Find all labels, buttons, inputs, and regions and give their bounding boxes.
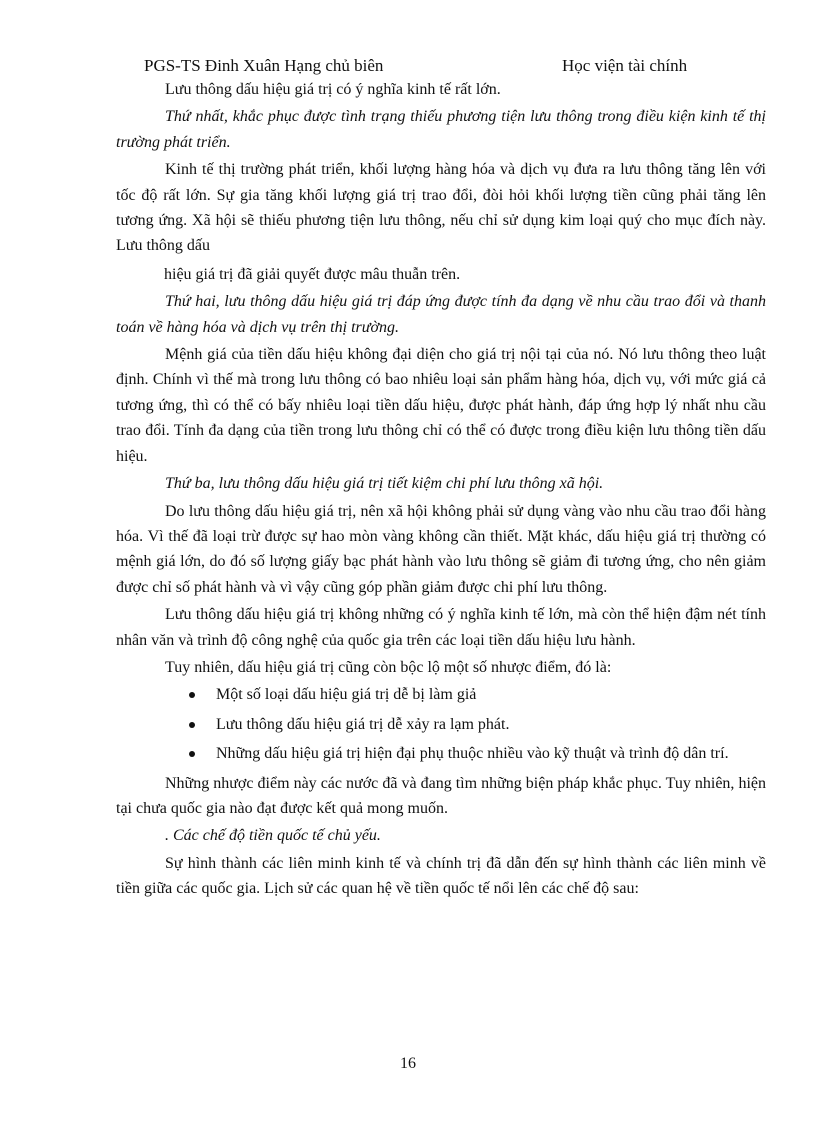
- paragraph: Lưu thông dấu hiệu giá trị không những có ý nghĩa kinh tế lớn, mà còn thể hiện đậm nét tính nhân văn và trình độ công nghệ của quốc gia trên các loại tiền dấu hiệu lưu hành.: [116, 606, 766, 649]
- list-item: [116, 712, 766, 737]
- paragraph-heading-third: Thứ ba, lưu thông dấu hiệu giá trị tiết kiệm chi phí lưu thông xã hội.: [165, 475, 604, 493]
- paragraph: hiệu giá trị đã giải quyết được mâu thuẫn trên.: [164, 265, 461, 283]
- paragraph-heading-first: Thứ nhất, khắc phục được tình trạng thiếu phương tiện lưu thông trong điều kiện kinh tế thị trường phát triển.: [116, 108, 766, 151]
- section-heading: . Các chế độ tiền quốc tế chủ yếu.: [165, 827, 381, 845]
- bullet-icon: [189, 722, 195, 728]
- paragraph: Do lưu thông dấu hiệu giá trị, nên xã hội không phải sử dụng vàng vào nhu cầu trao đổi hàng hóa. Vì thế đã loại trừ được sự hao mòn vàng không cần thiết. Mặt khác, dấu hiệu giá trị thường có mệnh giá lớn, do đó số lượng giấy bạc phát hành vào lưu thông sẽ giảm đi tương ứng, cho nên giảm được chỉ số phát hành và vì vậy cũng góp phần giảm được chi phí lưu thông.: [116, 502, 766, 596]
- paragraph: Mệnh giá của tiền dấu hiệu không đại diện cho giá trị nội tại của nó. Nó lưu thông theo luật định. Chính vì thế mà trong lưu thông có bao nhiêu loại sản phẩm hàng hóa, dịch vụ, với mức giá cả tương ứng, thì có thể có bấy nhiêu loại tiền dấu hiệu, được phát hành, đáp ứng hợp lý nhất nhu cầu trao đổi. Tính đa dạng của tiền trong lưu thông chỉ có thể có được trong điều kiện lưu thông tiền dấu hiệu.: [116, 346, 766, 465]
- paragraph: Kinh tế thị trường phát triển, khối lượng hàng hóa và dịch vụ đưa ra lưu thông tăng lên với tốc độ rất lớn. Sự gia tăng khối lượng giá trị trao đổi, đòi hỏi khối lượng tiền cũng phải tăng lên tương ứng. Xã hội sẽ thiếu phương tiện lưu thông, nếu chỉ sử dụng kim loại quý cho mục đích này. Lưu thông dấu: [116, 161, 766, 255]
- bullet-icon: [189, 692, 195, 698]
- bullet-list: [116, 682, 766, 766]
- paragraph: Sự hình thành các liên minh kinh tế và chính trị đã dẫn đến sự hình thành các liên minh về tiền giữa các quốc gia. Lịch sử các quan hệ về tiền quốc tế nổi lên các chế độ sau:: [116, 854, 766, 898]
- list-item-text: Lưu thông dấu hiệu giá trị dễ xảy ra lạm phát.: [216, 715, 510, 733]
- paragraph: Những nhược điểm này các nước đã và đang tìm những biện pháp khắc phục. Tuy nhiên, hiện tại chưa quốc gia nào đạt được kết quả mong muốn.: [116, 774, 766, 817]
- page-number: 16: [400, 1055, 416, 1072]
- page-content: [116, 77, 766, 902]
- paragraph: Lưu thông dấu hiệu giá trị có ý nghĩa kinh tế rất lớn.: [165, 81, 501, 98]
- list-item-text: Một số loại dấu hiệu giá trị dễ bị làm giả: [216, 686, 477, 704]
- header-institution: Học viện tài chính: [562, 56, 688, 75]
- bullet-icon: [189, 751, 195, 757]
- list-item-text: Những dấu hiệu giá trị hiện đại phụ thuộc nhiều vào kỹ thuật và trình độ dân trí.: [216, 745, 729, 763]
- header-author: PGS-TS Đinh Xuân Hạng chủ biên: [144, 56, 384, 75]
- paragraph: Tuy nhiên, dấu hiệu giá trị cũng còn bộc lộ một số nhược điểm, đó là:: [165, 658, 612, 676]
- list-item: [116, 741, 766, 766]
- list-item: [116, 682, 766, 707]
- paragraph-heading-second: Thứ hai, lưu thông dấu hiệu giá trị đáp ứng được tính đa dạng về nhu cầu trao đổi và thanh toán về hàng hóa và dịch vụ trên thị trường.: [116, 293, 766, 336]
